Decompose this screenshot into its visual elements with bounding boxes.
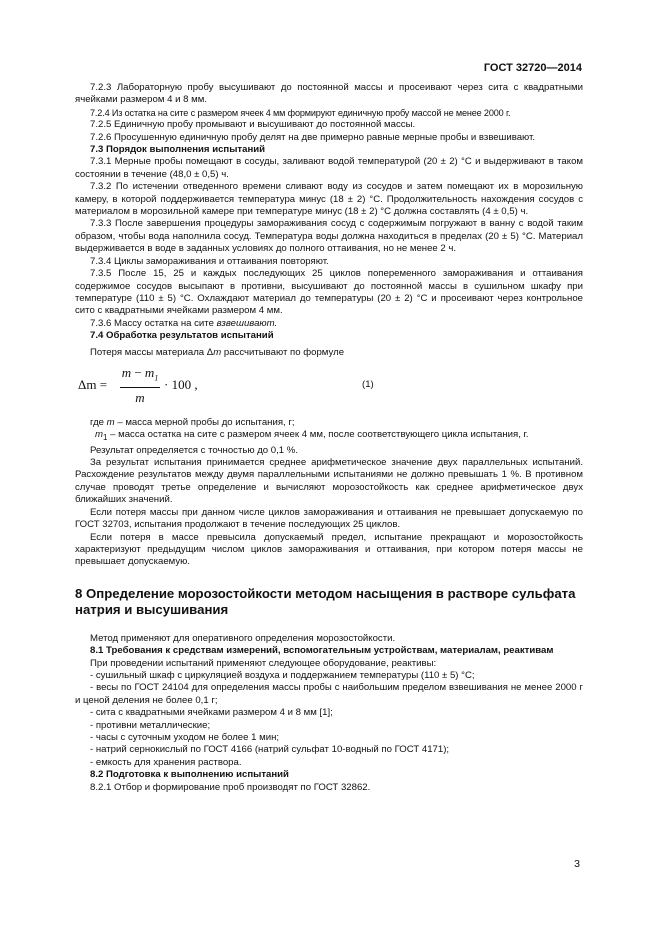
heading-section-8: 8 Определение морозостойкости методом насыщения в растворе сульфата натрия и высушивания	[75, 585, 576, 618]
document-body	[75, 82, 583, 794]
numerator-m1-subscript: 1	[154, 373, 159, 383]
heading-8-2: 8.2 Подготовка к выполнению испытаний	[90, 769, 289, 781]
list-item-oven: - сушильный шкаф с циркуляцией воздуха и поддержанием температуры (110 ± 5) °С;	[90, 669, 475, 681]
numerator-m: m	[121, 364, 132, 380]
intro-text-b: рассчитывают по формуле	[221, 346, 345, 358]
list-item-sodium-sulfate: - натрий сернокислый по ГОСТ 4166 (натрий сульфат 10-водный по ГОСТ 4171);	[90, 744, 450, 756]
paragraph-7-2-5: 7.2.5 Единичную пробу промывают и высушивают до постоянной массы.	[90, 119, 416, 131]
paragraph-continue-cycles: Если потеря массы при данном числе циклов замораживания и оттаивания не превышает допускаемую по ГОСТ 32703, испытания продолжают в течение последующих 25 циклов.	[75, 506, 583, 531]
intro-symbol-m: m	[213, 346, 222, 358]
formula-block	[75, 365, 583, 411]
paragraph-7-2-4: 7.2.4 Из остатка на сите с размером ячеек 4 мм формируют единичную пробу массой не менее 2000 г.	[90, 107, 511, 118]
where-m-text: – масса мерной пробы до испытания, г;	[114, 416, 295, 428]
list-item-trays: - противни металлические;	[90, 719, 211, 731]
list-item-clock: - часы с суточным уходом не более 1 мин;	[90, 731, 280, 743]
formula-fraction	[120, 365, 160, 406]
formula-number: (1)	[362, 378, 374, 390]
where-m1-text: – масса остатка на сите с размером ячеек 4 мм, после соответствующего цикла испытания, г.	[107, 429, 529, 441]
paragraph-7-3-6-text: 7.3.6 Массу остатка на сите	[90, 317, 217, 329]
paragraph-7-3-4: 7.3.4 Циклы замораживания и оттаивания повторяют.	[90, 255, 329, 267]
formula-lhs: Δm =	[78, 376, 108, 392]
document-header: ГОСТ 32720—2014	[483, 62, 582, 74]
paragraph-7-3-2: 7.3.2 По истечении отведенного времени сливают воду из сосудов и затем помещают их в морозильную камеру, в которой поддерживается температура минус (18 ± 2) °С. Продолжительность нахождения сосудов с материалом в морозильной камере при температуре минус (18 ± 2) °С должна составлять (4 ± 0,5) ч.	[75, 181, 583, 218]
where-m	[75, 417, 583, 429]
paragraph-7-2-3: 7.2.3 Лабораторную пробу высушивают до постоянной массы и просеивают через сита с квадратными ячейками размером 4 и 8 мм.	[75, 82, 583, 106]
list-item-container: - емкость для хранения раствора.	[90, 756, 242, 768]
heading-8-1: 8.1 Требования к средствам измерений, вспомогательным устройствам, материалам, реактивам	[90, 645, 554, 657]
paragraph-7-3-1: 7.3.1 Мерные пробы помещают в сосуды, заливают водой температурой (20 ± 2) °С и выдерживают в таком состоянии в течение (48,0 ± 0,5) ч.	[75, 156, 583, 180]
paragraph-7-2-6: 7.2.6 Просушенную единичную пробу делят на две примерно равные мерные пробы и взвешивают.	[90, 131, 536, 143]
paragraph-result-mean: За результат испытания принимается среднее арифметическое значение двух параллельных испытаний. Расхождение результатов между двумя параллельными испытаниями не должно превышать 1 %. В противном случае проводят третье определение и вычисляют морозостойкость как среднее арифметическое двух ближайших значений.	[75, 457, 583, 506]
paragraph-8-intro: Метод применяют для оперативного определения морозостойкости.	[90, 632, 396, 644]
paragraph-7-4-intro	[75, 347, 583, 359]
where-m-symbol: m	[106, 416, 115, 428]
list-item-scales: - весы по ГОСТ 24104 для определения массы пробы с наибольшим пределом взвешивания не менее 2000 г и ценой деления не более 0,1 г;	[75, 682, 583, 706]
numerator-m1: m	[144, 364, 155, 380]
formula-rhs: · 100 ,	[164, 376, 198, 392]
paragraph-result-precision: Результат определяется с точностью до 0,1 %.	[90, 444, 299, 456]
paragraph-8-2-1: 8.2.1 Отбор и формирование проб производят по ГОСТ 32862.	[90, 781, 371, 793]
heading-7-4: 7.4 Обработка результатов испытаний	[90, 330, 274, 342]
paragraph-7-3-3: 7.3.3 После завершения процедуры замораживания сосуд с содержимым погружают в ванну с водой таким образом, чтобы вода наполнила сосуд. Температура воды должна находиться в пределах (20 ± 5) °С. Материал выдерживается в воде в заданных условиях до полного оттаивания, но не менее 2 ч.	[75, 218, 583, 255]
heading-7-3: 7.3 Порядок выполнения испытаний	[90, 144, 266, 156]
list-item-sieves: - сита с квадратными ячейками размером 4 и 8 мм [1];	[90, 707, 333, 719]
page-number: 3	[574, 858, 580, 870]
formula-numerator	[120, 365, 160, 388]
paragraph-7-3-5: 7.3.5 После 15, 25 и каждых последующих 25 циклов попеременного замораживания и оттаивания содержимое сосудов высыпают в противни, высушивают до постоянной массы в сушильном шкафу при температуре (110 ± 5) °С. Охлаждают материал до температуры (20 ± 2) °С и просеивают через контрольное сито с квадратными ячейками размером 4 мм.	[75, 268, 583, 317]
formula-denominator: m	[135, 389, 145, 405]
numerator-minus: −	[131, 364, 145, 380]
where-m1-symbol: m	[95, 429, 103, 441]
where-m1	[75, 429, 583, 444]
intro-text-a: Потеря массы материала Δ	[90, 346, 214, 358]
paragraph-7-3-6	[75, 318, 583, 330]
paragraph-stop-test: Если потеря в массе превысила допускаемый предел, испытание прекращают и морозостойкость характеризуют предыдущим числом циклов замораживания и оттаивания, при котором потеря массы не превышает допускаемую.	[75, 531, 583, 568]
where-m-prefix: где	[90, 416, 107, 428]
paragraph-8-1-intro: При проведении испытаний применяют следующее оборудование, реактивы:	[90, 657, 437, 669]
paragraph-7-3-6-emphasis: взвешивают.	[216, 317, 278, 329]
where-m1-subscript: 1	[103, 433, 108, 443]
